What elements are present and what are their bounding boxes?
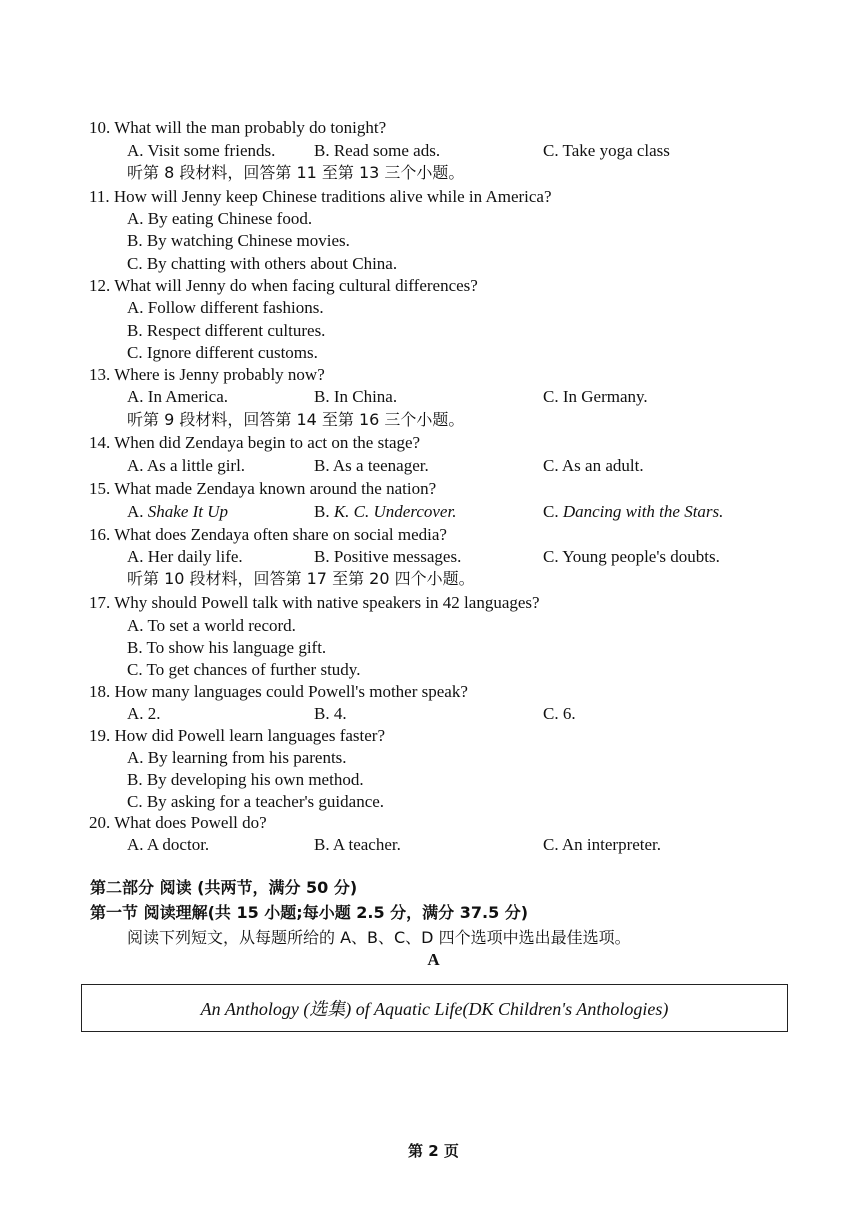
question-19-stem: 19. How did Powell learn languages faster? [89, 726, 385, 745]
question-10-option-b: B. Read some ads. [314, 141, 441, 160]
question-10-option-a: A. Visit some friends. [127, 141, 276, 160]
question-15-option-c [543, 502, 723, 522]
question-10-stem: 10. What will the man probably do tonight? [89, 118, 387, 137]
option-c-letter: C. [543, 502, 563, 521]
question-18-option-b: B. 4. [314, 704, 347, 723]
question-18-option-a: A. 2. [127, 704, 161, 723]
question-16-stem: 16. What does Zendaya often share on social media? [89, 525, 447, 544]
question-15-option-b [314, 502, 456, 522]
question-14-stem: 14. When did Zendaya begin to act on the stage? [89, 433, 421, 452]
question-12-stem: 12. What will Jenny do when facing cultural differences? [89, 276, 478, 295]
question-13-option-b: B. In China. [314, 387, 398, 406]
question-13-option-a: A. In America. [127, 387, 229, 406]
question-17-option-a: A. To set a world record. [127, 616, 296, 635]
question-12-option-b: B. Respect different cultures. [127, 321, 326, 340]
option-a-letter: A. [127, 502, 148, 521]
question-15-stem: 15. What made Zendaya known around the nation? [89, 479, 437, 498]
question-17-option-b: B. To show his language gift. [127, 638, 327, 657]
question-11-option-c: C. By chatting with others about China. [127, 254, 398, 273]
question-10-option-c: C. Take yoga class [543, 141, 670, 160]
question-11-option-a: A. By eating Chinese food. [127, 209, 313, 228]
question-18-option-c: C. 6. [543, 704, 576, 723]
question-14-option-c: C. As an adult. [543, 456, 644, 475]
question-16-option-a: A. Her daily life. [127, 547, 243, 566]
question-16-option-b: B. Positive messages. [314, 547, 462, 566]
question-11-option-b: B. By watching Chinese movies. [127, 231, 350, 250]
option-a-title: Shake It Up [147, 502, 229, 521]
part2-heading: 第二部分 阅读 (共两节，满分 50 分) [90, 878, 358, 897]
question-20-option-b: B. A teacher. [314, 835, 401, 854]
section1-heading: 第一节 阅读理解(共 15 小题;每小题 2.5 分，满分 37.5 分) [90, 903, 529, 922]
question-12-option-a: A. Follow different fashions. [127, 298, 324, 317]
listening-instruction-8: 听第 8 段材料，回答第 11 至第 13 三个小题。 [127, 163, 465, 182]
question-19-option-a: A. By learning from his parents. [127, 748, 347, 767]
reading-instruction: 阅读下列短文，从每题所给的 A、B、C、D 四个选项中选出最佳选项。 [127, 928, 631, 947]
question-12-option-c: C. Ignore different customs. [127, 343, 318, 362]
page-number: 第 2 页 [408, 1142, 459, 1160]
question-17-stem: 17. Why should Powell talk with native speakers in 42 languages? [89, 593, 540, 612]
question-19-option-b: B. By developing his own method. [127, 770, 364, 789]
question-15-option-a [127, 502, 228, 522]
question-20-option-c: C. An interpreter. [543, 835, 662, 854]
passage-letter: A [427, 950, 440, 969]
question-18-stem: 18. How many languages could Powell's mother speak? [89, 682, 468, 701]
question-20-option-a: A. A doctor. [127, 835, 210, 854]
listening-instruction-9: 听第 9 段材料，回答第 14 至第 16 三个小题。 [127, 410, 465, 429]
question-20-stem: 20. What does Powell do? [89, 813, 267, 832]
passage-title-box [81, 984, 788, 1032]
option-b-title: K. C. Undercover. [333, 502, 457, 521]
question-11-stem: 11. How will Jenny keep Chinese traditions alive while in America? [89, 187, 552, 206]
question-14-option-b: B. As a teenager. [314, 456, 429, 475]
passage-title: An Anthology (选集) of Aquatic Life(DK Children's Anthologies) [200, 999, 669, 1019]
question-17-option-c: C. To get chances of further study. [127, 660, 361, 679]
question-13-option-c: C. In Germany. [543, 387, 648, 406]
question-14-option-a: A. As a little girl. [127, 456, 246, 475]
option-c-title: Dancing with the Stars. [562, 502, 724, 521]
question-13-stem: 13. Where is Jenny probably now? [89, 365, 325, 384]
listening-instruction-10: 听第 10 段材料，回答第 17 至第 20 四个小题。 [127, 569, 475, 588]
option-b-letter: B. [314, 502, 334, 521]
question-19-option-c: C. By asking for a teacher's guidance. [127, 792, 385, 811]
question-16-option-c: C. Young people's doubts. [543, 547, 720, 566]
